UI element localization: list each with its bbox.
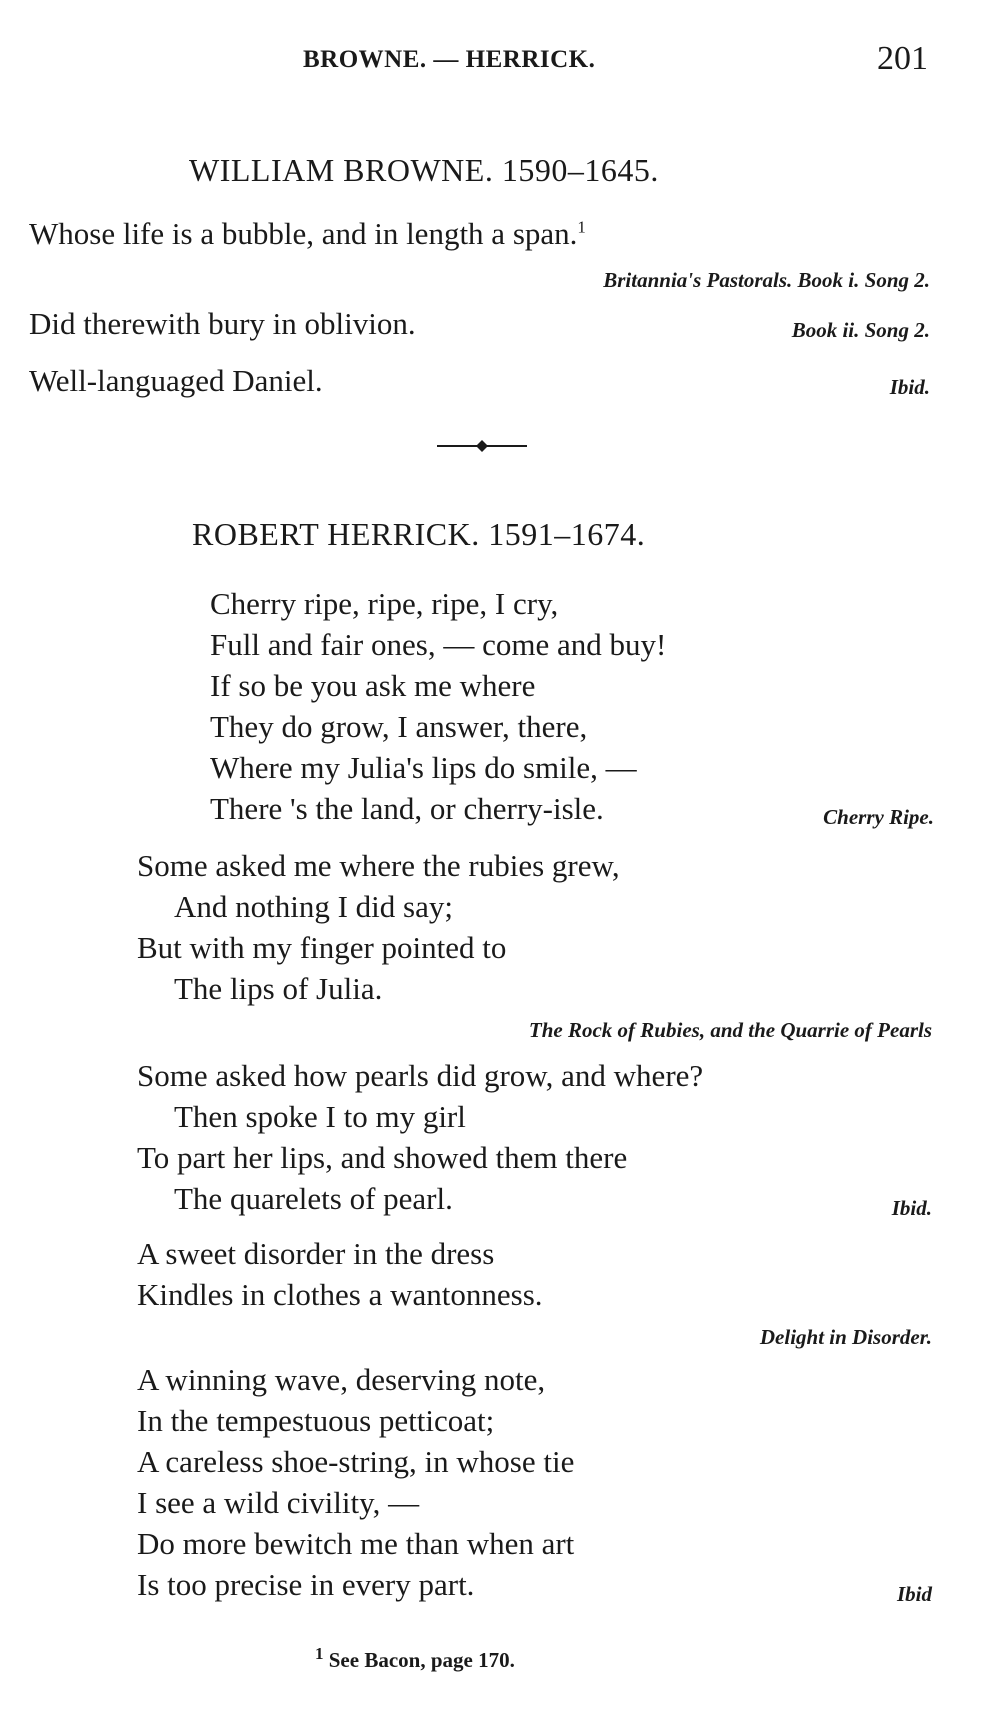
poem-line: Some asked how pearls did grow, and where?	[137, 1058, 704, 1093]
poem-line: There 's the land, or cherry-isle.	[210, 791, 604, 826]
poem-line: Is too precise in every part.	[137, 1567, 475, 1602]
poem-line: The quarelets of pearl.	[174, 1181, 453, 1216]
footnote-marker: 1	[577, 217, 586, 237]
poem-line: I see a wild civility, —	[137, 1485, 420, 1520]
quote-line: Well-languaged Daniel.	[29, 363, 323, 398]
poem-line: And nothing I did say;	[174, 889, 453, 924]
citation: Cherry Ripe.	[823, 805, 934, 829]
page-number: 201	[877, 40, 928, 77]
poem-line: Do more bewitch me than when art	[137, 1526, 575, 1561]
running-header	[0, 40, 1000, 90]
poem-line: But with my finger pointed to	[137, 930, 507, 965]
citation: The Rock of Rubies, and the Quarrie of Pearls	[528, 1018, 932, 1042]
author-heading-herrick: ROBERT HERRICK. 1591–1674.	[192, 516, 646, 552]
citation: Britannia's Pastorals. Book i. Song 2.	[603, 268, 930, 292]
footnote-text: See Bacon, page 170.	[328, 1648, 515, 1672]
author-heading-browne: WILLIAM BROWNE. 1590–1645.	[189, 152, 659, 188]
ornament-divider	[437, 440, 527, 452]
citation: Book ii. Song 2.	[791, 318, 930, 342]
poem-line: In the tempestuous petticoat;	[137, 1403, 495, 1438]
quote-line	[29, 216, 586, 252]
poem-line: Full and fair ones, — come and buy!	[210, 627, 667, 662]
poem-line: The lips of Julia.	[174, 971, 383, 1006]
footnote	[315, 1644, 515, 1673]
poem-line: To part her lips, and showed them there	[137, 1140, 628, 1175]
poem-line: Kindles in clothes a wantonness.	[137, 1277, 543, 1312]
running-title: BROWNE. — HERRICK.	[303, 46, 596, 73]
poem-line: Then spoke I to my girl	[174, 1099, 466, 1134]
citation: Ibid.	[889, 375, 930, 399]
citation: Ibid	[896, 1582, 932, 1606]
citation: Ibid.	[891, 1196, 932, 1220]
poem-line: A sweet disorder in the dress	[137, 1236, 495, 1271]
poem-line: Some asked me where the rubies grew,	[137, 848, 620, 883]
poem-line: A winning wave, deserving note,	[137, 1362, 546, 1397]
footnote-mark: 1	[315, 1644, 324, 1663]
poem-line: They do grow, I answer, there,	[210, 709, 588, 744]
poem-line: If so be you ask me where	[210, 668, 536, 703]
quote-text: Whose life is a bubble, and in length a span.	[29, 216, 578, 251]
poem-line: A careless shoe-string, in whose tie	[137, 1444, 575, 1479]
poem-line: Cherry ripe, ripe, ripe, I cry,	[210, 586, 559, 621]
citation: Delight in Disorder.	[759, 1325, 932, 1349]
quote-line: Did therewith bury in oblivion.	[29, 306, 416, 341]
poem-line: Where my Julia's lips do smile, —	[210, 750, 637, 785]
